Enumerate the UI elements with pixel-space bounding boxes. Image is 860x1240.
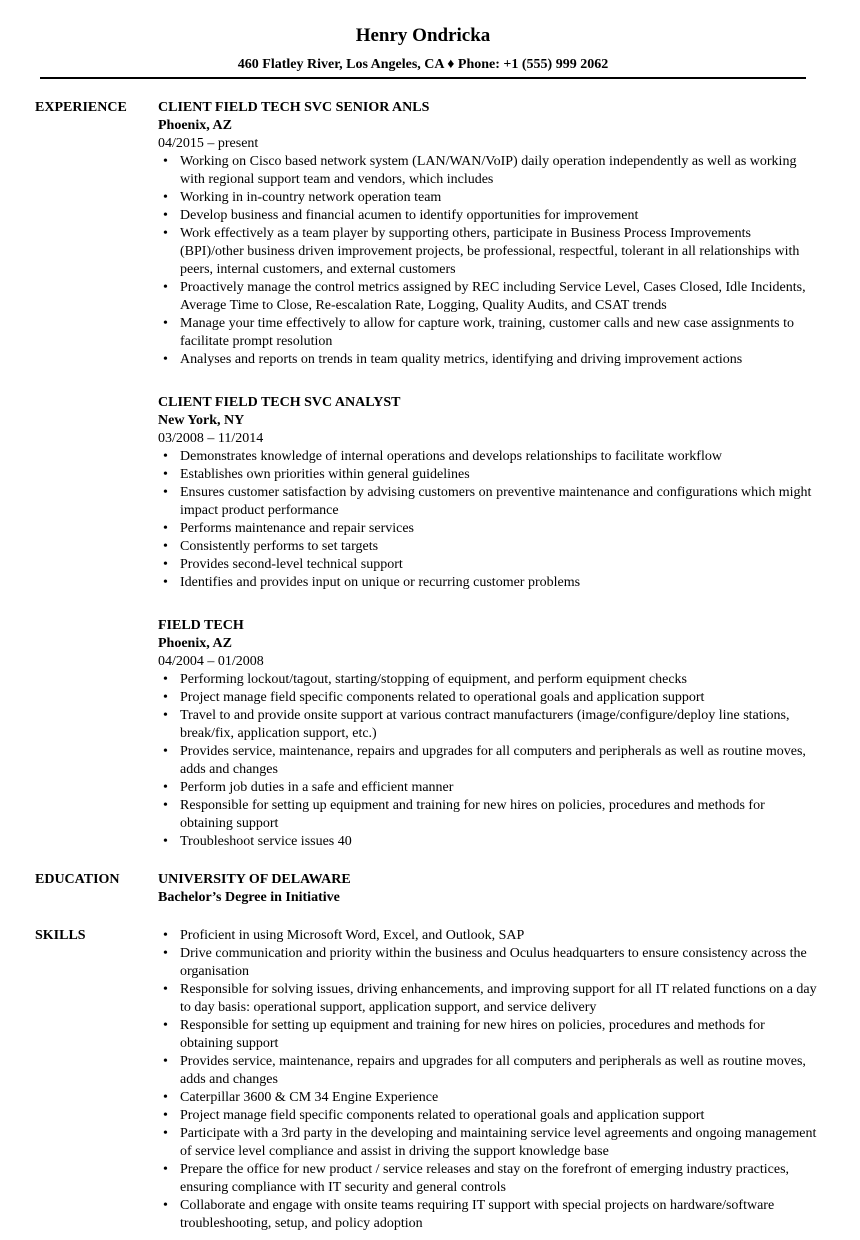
contact-line: 460 Flatley River, Los Angeles, CA ♦ Phone: +1 (555) 999 2062	[237, 57, 609, 72]
list-item: • Project manage field specific components related to operational goals and application support	[158, 1107, 818, 1125]
job-location: Phoenix, AZ	[158, 118, 232, 133]
job-duties-list	[158, 153, 818, 369]
list-item: • Develop business and financial acumen to identify opportunities for improvement	[158, 207, 818, 225]
list-item: • Participate with a 3rd party in the developing and maintaining service level agreements and ongoing management of service level compliance and assist in driving the support knowledge base	[158, 1125, 818, 1161]
list-item: • Proficient in using Microsoft Word, Excel, and Outlook, SAP	[158, 927, 818, 945]
list-item: • Provides service, maintenance, repairs and upgrades for all computers and peripherals as well as routine moves, adds and changes	[158, 1053, 818, 1089]
job-dates: 03/2008 – 11/2014	[158, 431, 264, 446]
job-entry	[158, 394, 818, 592]
skills-list	[158, 927, 818, 1233]
list-item: • Project manage field specific components related to operational goals and application support	[158, 689, 818, 707]
experience-body	[158, 99, 818, 876]
list-item: • Responsible for solving issues, driving enhancements, and improving support for all IT related functions on a day to day basis: operational support, application support, and service delivery	[158, 981, 818, 1017]
section-heading-education: EDUCATION	[35, 872, 120, 887]
job-duties-list	[158, 448, 818, 592]
list-item: • Identifies and provides input on unique or recurring customer problems	[158, 574, 818, 592]
job-dates: 04/2004 – 01/2008	[158, 654, 264, 669]
degree: Bachelor’s Degree in Initiative	[158, 890, 340, 905]
job-location: Phoenix, AZ	[158, 636, 232, 651]
job-duties-list	[158, 671, 818, 851]
list-item: • Drive communication and priority within the business and Oculus headquarters to ensure consistency across the organisation	[158, 945, 818, 981]
list-item: • Working in in-country network operation team	[158, 189, 818, 207]
section-heading-skills: SKILLS	[35, 928, 86, 943]
list-item: • Collaborate and engage with onsite teams requiring IT support with special projects on hardware/software troubleshooting, setup, and policy adoption	[158, 1197, 818, 1233]
skills-body	[158, 927, 818, 1233]
list-item: • Provides service, maintenance, repairs and upgrades for all computers and peripherals as well as routine moves, adds and changes	[158, 743, 818, 779]
list-item: • Caterpillar 3600 & CM 34 Engine Experience	[158, 1089, 818, 1107]
list-item: • Proactively manage the control metrics assigned by REC including Service Level, Cases Closed, Idle Incidents, Average Time to Close, Re-escalation Rate, Logging, Quality Audits, and CSAT trends	[158, 279, 818, 315]
candidate-name: Henry Ondricka	[355, 25, 491, 46]
job-entry	[158, 99, 818, 369]
header-divider	[40, 77, 806, 79]
list-item: • Travel to and provide onsite support at various contract manufacturers (image/configure/deploy line stations, break/fix, application support, etc.)	[158, 707, 818, 743]
job-entry	[158, 617, 818, 851]
section-heading-experience: EXPERIENCE	[35, 100, 127, 115]
job-location: New York, NY	[158, 413, 245, 428]
list-item: • Manage your time effectively to allow for capture work, training, customer calls and new case assignments to facilitate prompt resolution	[158, 315, 818, 351]
list-item: • Performing lockout/tagout, starting/stopping of equipment, and perform equipment checks	[158, 671, 818, 689]
list-item: • Work effectively as a team player by supporting others, participate in Business Process Improvements (BPI)/other business driven improvement projects, be professional, respectful, tolerant in all relationships with peers, internal customers, and external customers	[158, 225, 818, 279]
resume-header	[40, 24, 806, 74]
job-dates: 04/2015 – present	[158, 136, 259, 151]
job-title: CLIENT FIELD TECH SVC ANALYST	[158, 395, 401, 410]
list-item: • Perform job duties in a safe and efficient manner	[158, 779, 818, 797]
list-item: • Consistently performs to set targets	[158, 538, 818, 556]
list-item: • Provides second-level technical support	[158, 556, 818, 574]
job-title: CLIENT FIELD TECH SVC SENIOR ANLS	[158, 100, 430, 115]
list-item: • Analyses and reports on trends in team quality metrics, identifying and driving improvement actions	[158, 351, 818, 369]
list-item: • Troubleshoot service issues 40	[158, 833, 818, 851]
list-item: • Responsible for setting up equipment and training for new hires on policies, procedures and methods for obtaining support	[158, 1017, 818, 1053]
list-item: • Performs maintenance and repair services	[158, 520, 818, 538]
list-item: • Prepare the office for new product / service releases and stay on the forefront of emerging industry practices, ensuring compliance with IT security and general controls	[158, 1161, 818, 1197]
list-item: • Establishes own priorities within general guidelines	[158, 466, 818, 484]
list-item: • Ensures customer satisfaction by advising customers on preventive maintenance and configurations which might impact product performance	[158, 484, 818, 520]
list-item: • Responsible for setting up equipment and training for new hires on policies, procedures and methods for obtaining support	[158, 797, 818, 833]
education-body	[158, 871, 818, 907]
job-title: FIELD TECH	[158, 618, 244, 633]
list-item: • Demonstrates knowledge of internal operations and develops relationships to facilitate workflow	[158, 448, 818, 466]
list-item: • Working on Cisco based network system (LAN/WAN/VoIP) daily operation independently as well as working with regional support team and vendors, which includes	[158, 153, 818, 189]
school-name: UNIVERSITY OF DELAWARE	[158, 872, 351, 887]
